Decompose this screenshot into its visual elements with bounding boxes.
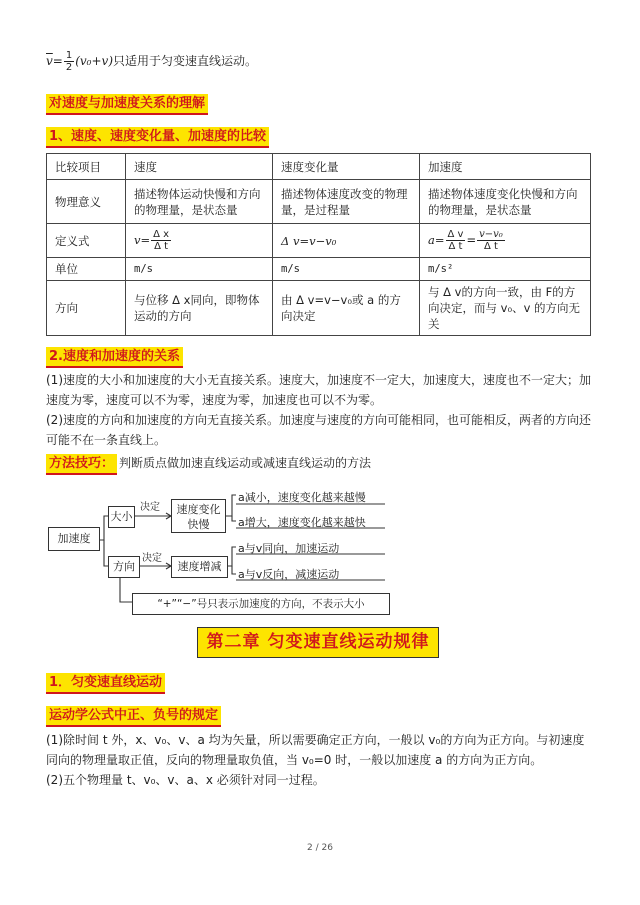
formula-eq: = (466, 233, 477, 247)
relation-paragraph-2: (2)速度的方向和加速度的方向无直接关系。加速度与速度的方向可能相同，也可能相反，两者的方向还可能不在一条直线上。 (46, 413, 592, 447)
section-heading-relation (46, 345, 183, 364)
formula-fraction (477, 229, 505, 252)
mindmap-note (132, 593, 390, 615)
table-row (47, 281, 591, 336)
table-header: 加速度 (420, 154, 591, 180)
table-cell: 物理意义 (47, 180, 126, 224)
sign-rules-paragraph-1: (1)除时间 t 外，x、v₀、v、a 均为矢量，所以需要确定正方向，一般以 v₀的方向为正方向。与初速度同向的物理量取正值，反向的物理量取负值，当 v₀=0 时，一般以加速度 a 的方向为正方向。 (46, 733, 585, 767)
table-cell: m/s (126, 258, 273, 281)
branch-label: 方向 (113, 560, 135, 573)
table-cell: 单位 (47, 258, 126, 281)
fraction-denominator: Δ t (448, 241, 463, 252)
mindmap-node-speedchange (171, 556, 228, 578)
fraction-numerator: 1 (65, 50, 73, 61)
table-cell: 定义式 (47, 224, 126, 258)
note-label: “+”“−”号只表示加速度的方向，不表示大小 (157, 598, 365, 610)
section-title: 1、速度、速度变化量、加速度的比较 (46, 127, 269, 148)
fraction-denominator: Δ t (483, 241, 498, 252)
leaf-a-increase: a增大，速度变化越来越快 (238, 516, 366, 529)
formula-fraction (446, 229, 466, 252)
mindmap-root (48, 527, 100, 551)
section-title: 2.速度和加速度的关系 (46, 347, 183, 368)
leaf-same-direction: a与v同向，加速运动 (238, 542, 340, 555)
table-cell: m/s² (420, 258, 591, 281)
table-cell: 描述物体运动快慢和方向的物理量，是状态量 (126, 180, 273, 224)
branch-label: 大小 (110, 510, 133, 523)
table-cell: 与位移 Δ x同向，即物体运动的方向 (126, 281, 273, 336)
table-row (47, 258, 591, 281)
table-cell-formula (420, 224, 591, 258)
relation-paragraph-1: (1)速度的大小和加速度的大小无直接关系。速度大，加速度不一定大，加速度大，速度也不一定大；加速度为零，速度可以不为零，速度为零，加速度也可以不为零。 (46, 373, 592, 407)
table-cell: 描述物体速度变化快慢和方向的物理量，是状态量 (420, 180, 591, 224)
fraction-numerator: v−v₀ (479, 229, 503, 240)
formula-text: 只适用于匀变速直线运动。 (113, 54, 258, 68)
page-number: 2 / 26 (307, 843, 333, 853)
fraction-denominator: Δ t (154, 241, 169, 252)
node-label: 速度增减 (177, 560, 222, 573)
sign-rules-paragraph-2: (2)五个物理量 t、v₀、v、a、x 必须针对同一过程。 (46, 773, 325, 787)
edge-label-decide-2: 决定 (142, 553, 162, 564)
table-cell: m/s (273, 258, 420, 281)
leaf-opposite-direction: a与v反向，减速运动 (238, 568, 340, 581)
table-cell (273, 224, 420, 258)
formula-text: Δ v=v−v₀ (281, 233, 337, 248)
table-header: 速度变化量 (273, 154, 420, 180)
comparison-table (46, 153, 591, 336)
section-title: 1．匀变速直线运动 (46, 673, 165, 694)
mindmap-root-label: 加速度 (57, 532, 91, 545)
table-header: 速度 (126, 154, 273, 180)
fraction-numerator: Δ x (153, 229, 170, 240)
formula-fraction (64, 50, 74, 73)
table-cell: 与 Δ v的方向一致，由 F的方向决定，而与 v₀、v 的方向无关 (420, 281, 591, 336)
section-title: 运动学公式中正、负号的规定 (46, 706, 221, 727)
fraction-denominator: 2 (65, 62, 73, 73)
mindmap-branch-direction (108, 556, 140, 578)
section-heading-understanding (46, 92, 208, 111)
chapter-title: 第二章 匀变速直线运动规律 (197, 627, 439, 658)
mindmap-node-rate (171, 499, 226, 533)
edge-label-decide-1: 决定 (140, 502, 160, 513)
fraction-numerator: Δ v (447, 229, 464, 240)
formula-fraction (151, 229, 171, 252)
formula-expr: (v₀+v) (75, 54, 114, 68)
section-title: 对速度与加速度关系的理解 (46, 94, 208, 115)
node-label: 速度变化快慢 (176, 503, 221, 531)
leaf-a-decrease: a减小，速度变化越来越慢 (238, 491, 366, 504)
table-cell: 方向 (47, 281, 126, 336)
table-row (47, 224, 591, 258)
table-header-row (47, 154, 591, 180)
section-heading-uniform-motion (46, 671, 165, 690)
table-cell-formula (126, 224, 273, 258)
method-tip (46, 452, 371, 471)
table-cell: 描述物体速度改变的物理量，是过程量 (273, 180, 420, 224)
section-heading-comparison (46, 125, 269, 144)
method-label: 方法技巧： (46, 454, 117, 475)
table-row (47, 180, 591, 224)
formula-eq: = (52, 54, 63, 68)
formula-lhs: $\overline{v}$ (46, 54, 53, 68)
section-heading-sign-rules (46, 704, 221, 723)
formula-line (46, 48, 257, 74)
mindmap-branch-magnitude (108, 506, 135, 528)
method-text: 判断质点做加速直线运动或减速直线运动的方法 (119, 456, 372, 470)
formula-lhs: a= (428, 233, 445, 247)
formula-lhs: v= (134, 233, 151, 247)
table-cell: 由 Δ v=v−v₀或 a 的方向决定 (273, 281, 420, 336)
table-header: 比较项目 (47, 154, 126, 180)
